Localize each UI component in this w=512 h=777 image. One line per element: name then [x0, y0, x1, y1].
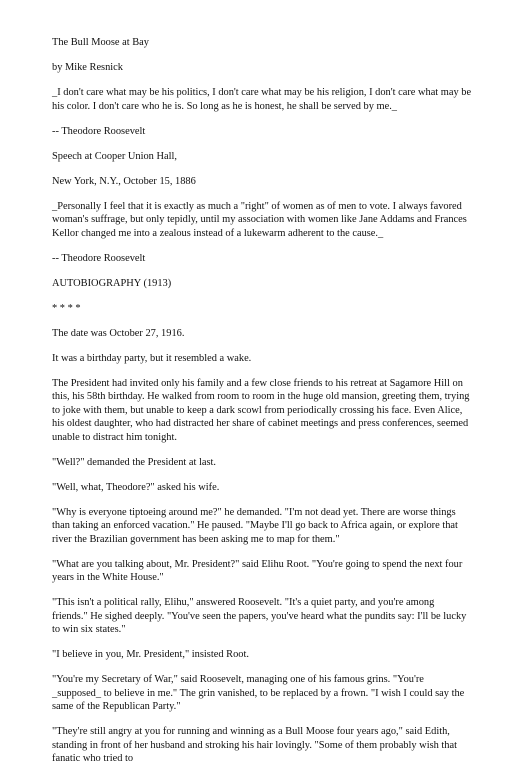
epigraph-attribution-2: -- Theodore Roosevelt	[52, 252, 146, 264]
body-paragraph: It was a birthday party, but it resembled a wake.	[52, 352, 252, 364]
epigraph-source-1a: Speech at Cooper Union Hall,	[52, 150, 177, 162]
section-separator: * * * *	[52, 302, 81, 314]
body-paragraph: "Well?" demanded the President at last.	[52, 456, 217, 468]
epigraph-quote-1: _I don't care what may be his politics, I don't care what may be his religion, I don't care what may be his color. I don't care who he is. So long as he is honest, he shall be served by me._	[52, 87, 472, 112]
body-paragraph: "I believe in you, Mr. President," insisted Root.	[52, 649, 249, 660]
body-paragraph: "Well, what, Theodore?" asked his wife.	[52, 481, 220, 493]
epigraph-attribution-1: -- Theodore Roosevelt	[52, 125, 146, 137]
story-title: The Bull Moose at Bay	[52, 37, 149, 48]
body-paragraph: "They're still angry at you for running and winning as a Bull Moose four years ago," said Edith, standing in front of her husband and stroking his hair lovingly. "Some of them probably wish that fanatic who tried to	[52, 726, 457, 764]
body-paragraph: "What are you talking about, Mr. President?" said Elihu Root. "You're going to spend the next four years in the White House."	[52, 558, 463, 583]
body-paragraph: "You're my Secretary of War," said Roosevelt, managing one of his famous grins. "You're _supposed_ to believe in me." The grin vanished, to be replaced by a frown. "I wish I could say the same of the Republican Party."	[52, 674, 465, 712]
document-page	[52, 36, 472, 777]
epigraph-quote-2: _Personally I feel that it is exactly as much a "right" of women as of men to vote. I always favored woman's suffrage, but only tepidly, until my association with women like Jane Addams and Frances Kellor changed me into a zealous instead of a lukewarm adherent to the cause._	[52, 200, 467, 239]
epigraph-source-2: AUTOBIOGRAPHY (1913)	[52, 277, 172, 289]
body-paragraph: "Why is everyone tiptoeing around me?" he demanded. "I'm not dead yet. There are worse things than taking an enforced vacation." He paused. "Maybe I'll go back to Africa again, or explore that river the Brazilian government has been asking me to map for them."	[52, 506, 458, 545]
body-paragraph: "This isn't a political rally, Elihu," answered Roosevelt. "It's a quiet party, and you're among friends." He sighed deeply. "You've seen the papers, you've heard what the pundits say: I'll be lucky to win six states."	[52, 597, 467, 635]
body-paragraph: The date was October 27, 1916.	[52, 327, 185, 339]
byline: by Mike Resnick	[52, 62, 123, 73]
body-paragraph: The President had invited only his family and a few close friends to his retreat at Sagamore Hill on this, his 58th birthday. He walked from room to room in the huge old mansion, greeting them, trying to joke with them, but unable to keep a dark scowl from periodically crossing his face. Even Alice, his oldest daughter, who had distracted her share of cabinet meetings and press conferences, seemed unable to distract him tonight.	[52, 377, 470, 443]
epigraph-source-1b: New York, N.Y., October 15, 1886	[52, 175, 196, 187]
